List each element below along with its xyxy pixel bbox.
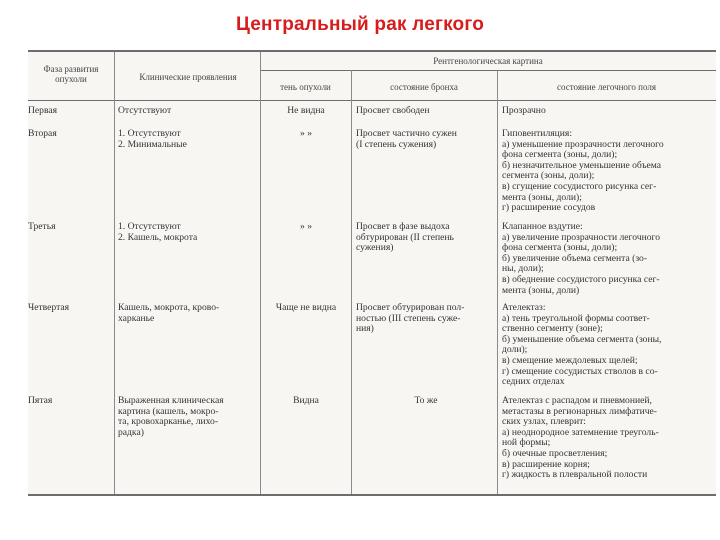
row-1-phase: Первая [28,105,58,116]
table-top-rule [28,50,716,52]
row-5-bronchus: То же [414,395,438,406]
row-5-phase: Пятая [28,395,53,406]
row-3-phase: Третья [28,221,56,232]
header-xray: Рентгенологическая картина [433,56,543,66]
row-5-lung: Ателектаз с распадом и пневмонией, метастазы в регионарных лимфатиче- ских узлах, плеврит: а) неоднородное затемнение треуголь- ной формы; б) очечные просветления; в) расширение корня; г) жидкость в плевральной полости [502,395,659,481]
header-bottom-rule [28,100,716,101]
row-4-shadow: Чаще не видна [275,302,337,313]
header-phase: Фаза развития опухоли [43,64,99,84]
header-shadow: тень опухоли [280,82,331,92]
col-divider-2 [260,52,261,494]
header-clinical: Клинические проявления [139,72,237,82]
row-4-bronchus: Просвет обтурирован пол- ностью (III степень суже- ния) [356,302,465,335]
row-1-bronchus: Просвет свободен [356,105,430,116]
row-3-lung: Клапанное вздутие: а) увеличение прозрачности легочного фона сегмента (зоны, доли); б) увеличение объема сегмента (зо- ны, доли); в) обеднение сосудистого рисунка сег- мента (зоны, доли) [502,221,661,296]
row-2-shadow: » » [300,128,312,139]
col-divider-3 [351,70,352,494]
row-5-clinical: Выраженная клиническая картина (кашель, мокро- та, кровохарканье, лихо- радка) [118,395,224,438]
row-4-clinical: Кашель, мокрота, крово- харканье [118,302,220,324]
row-3-clinical: 1. Отсутствуют 2. Кашель, мокрота [118,221,198,243]
slide-title: Центральный рак легкого [235,14,485,35]
row-4-lung: Ателектаз: а) тень треугольной формы соответ- ственно сегменту (зоне); б) уменьшение объема сегмента (зоны, доли); в) смещение междолевых щелей; г) смещение сосудистых стволов в со- седних отделах [502,302,662,388]
row-1-shadow: Не видна [287,105,325,116]
row-4-phase: Четвертая [28,302,70,313]
row-2-bronchus: Просвет частично сужен (I степень сужения) [356,128,457,150]
row-1-lung: Прозрачно [502,105,546,116]
scanned-table [28,50,716,496]
table-bottom-rule [28,494,716,496]
col-divider-4 [497,70,498,494]
row-2-phase: Вторая [28,128,57,139]
row-5-shadow: Видна [293,395,319,406]
header-bronchus: состояние бронха [390,82,458,92]
row-1-clinical: Отсутствуют [118,105,172,116]
row-2-clinical: 1. Отсутствуют 2. Минимальные [118,128,187,150]
row-3-shadow: » » [300,221,312,232]
col-divider-1 [114,52,115,494]
header-lung: состояние легочного поля [557,82,656,92]
row-2-lung: Гиповентиляция: а) уменьшение прозрачности легочного фона сегмента (зоны, доли); б) незначительное уменьшение объема сегмента (зоны, доли); в) сгущение сосудистого рисунка сег- мента (зоны, доли); г) расширение сосудов [502,128,664,214]
row-3-bronchus: Просвет в фазе выдоха обтурирован (II степень сужения) [356,221,454,254]
xray-subheader-rule [260,70,716,71]
